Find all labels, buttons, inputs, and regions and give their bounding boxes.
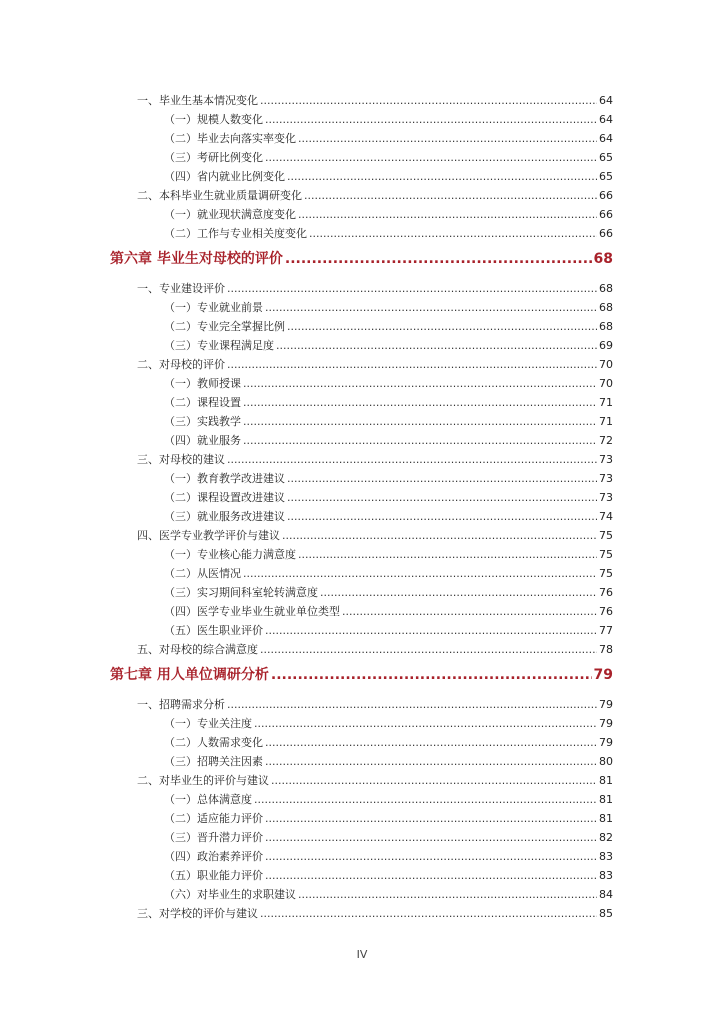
toc-entry-title: （一）专业就业前景	[164, 301, 263, 314]
toc-entry[interactable]	[164, 543, 613, 562]
toc-entry[interactable]	[164, 750, 613, 769]
toc-entry[interactable]	[164, 315, 613, 334]
toc-entry[interactable]	[164, 845, 613, 864]
toc-entry[interactable]	[164, 864, 613, 883]
toc-entry[interactable]	[164, 165, 613, 184]
toc-entry-title: （一）专业关注度	[164, 717, 252, 730]
toc-entry[interactable]	[137, 769, 613, 788]
toc-entry[interactable]	[137, 693, 613, 712]
toc-entry-title: 二、对母校的评价	[137, 358, 225, 371]
toc-entry-page: 83	[599, 869, 613, 882]
toc-entry-title: （五）职业能力评价	[164, 869, 263, 882]
toc-entry-title: （三）晋升潜力评价	[164, 831, 263, 844]
dot-leader	[243, 434, 597, 448]
toc-entry-title: （二）课程设置改进建议	[164, 491, 285, 504]
toc-entry-title: （三）招聘关注因素	[164, 755, 263, 768]
toc-entry-page: 68	[599, 301, 613, 314]
dot-leader	[298, 132, 597, 146]
toc-entry-page: 72	[599, 434, 613, 447]
toc-entry-title: （四）政治素养评价	[164, 850, 263, 863]
dot-leader	[227, 698, 597, 712]
toc-entry-title: 二、本科毕业生就业质量调研变化	[137, 189, 302, 202]
toc-entry[interactable]	[164, 505, 613, 524]
toc-entry[interactable]	[164, 372, 613, 391]
dot-leader	[271, 774, 597, 788]
toc-entry[interactable]	[137, 277, 613, 296]
dot-leader	[265, 624, 597, 638]
dot-leader	[227, 453, 597, 467]
toc-entry-page: 79	[599, 736, 613, 749]
toc-entry-title: 三、对母校的建议	[137, 453, 225, 466]
toc-entry-page: 78	[599, 643, 613, 656]
toc-entry[interactable]	[164, 826, 613, 845]
dot-leader	[287, 170, 597, 184]
dot-leader	[260, 643, 597, 657]
toc-entry-page: 64	[599, 132, 613, 145]
toc-entry[interactable]	[164, 429, 613, 448]
toc-entry-title: （六）对毕业生的求职建议	[164, 888, 296, 901]
toc-entry-title: （三）实践教学	[164, 415, 241, 428]
toc-entry-page: 70	[599, 377, 613, 390]
dot-leader	[298, 888, 597, 902]
toc-entry[interactable]	[137, 184, 613, 203]
toc-entry-title: （一）专业核心能力满意度	[164, 548, 296, 561]
dot-leader	[265, 113, 597, 127]
toc-entry-page: 68	[599, 320, 613, 333]
toc-entry-page: 70	[599, 358, 613, 371]
dot-leader	[260, 94, 597, 108]
toc-entry[interactable]	[164, 807, 613, 826]
toc-entry-page: 71	[599, 396, 613, 409]
toc-entry-title: （一）就业现状满意度变化	[164, 208, 296, 221]
toc-entry[interactable]	[164, 222, 613, 241]
toc-entry-title: （三）考研比例变化	[164, 151, 263, 164]
dot-leader	[304, 189, 597, 203]
dot-leader	[254, 717, 597, 731]
toc-chapter-heading[interactable]	[110, 241, 613, 277]
dot-leader	[243, 377, 597, 391]
toc-entry-page: 81	[599, 793, 613, 806]
toc-entry[interactable]	[137, 89, 613, 108]
toc-entry-title: （四）就业服务	[164, 434, 241, 447]
toc-entry[interactable]	[164, 619, 613, 638]
toc-entry-page: 75	[599, 529, 613, 542]
toc-chapter-heading[interactable]	[110, 657, 613, 693]
toc-entry[interactable]	[164, 788, 613, 807]
toc-entry[interactable]	[164, 486, 613, 505]
toc-entry-page: 81	[599, 774, 613, 787]
dot-leader	[265, 831, 597, 845]
toc-entry[interactable]	[164, 146, 613, 165]
toc-entry-title: 第七章 用人单位调研分析	[110, 667, 269, 683]
toc-entry-page: 68	[599, 282, 613, 295]
dot-leader	[287, 472, 597, 486]
toc-entry-page: 69	[599, 339, 613, 352]
dot-leader	[227, 282, 597, 296]
toc-entry[interactable]	[164, 600, 613, 619]
dot-leader	[243, 396, 597, 410]
toc-entry[interactable]	[164, 883, 613, 902]
toc-entry-page: 66	[599, 189, 613, 202]
toc-entry-title: （二）课程设置	[164, 396, 241, 409]
dot-leader	[276, 339, 597, 353]
dot-leader	[320, 586, 597, 600]
toc-entry[interactable]	[137, 638, 613, 657]
dot-leader	[285, 252, 592, 266]
dot-leader	[254, 793, 597, 807]
toc-entry-title: 一、招聘需求分析	[137, 698, 225, 711]
toc-entry-title: 一、专业建设评价	[137, 282, 225, 295]
toc-entry-page: 64	[599, 94, 613, 107]
toc-entry[interactable]	[164, 127, 613, 146]
toc-entry-page: 66	[599, 227, 613, 240]
toc-entry-page: 83	[599, 850, 613, 863]
dot-leader	[265, 755, 597, 769]
toc-entry-title: 五、对母校的综合满意度	[137, 643, 258, 656]
toc-entry-title: 第六章 毕业生对母校的评价	[110, 251, 283, 267]
dot-leader	[265, 301, 597, 315]
dot-leader	[271, 668, 592, 682]
dot-leader	[298, 548, 597, 562]
toc-entry-title: （二）适应能力评价	[164, 812, 263, 825]
toc-entry-title: （二）毕业去向落实率变化	[164, 132, 296, 145]
toc-entry-page: 71	[599, 415, 613, 428]
toc-entry-title: （三）就业服务改进建议	[164, 510, 285, 523]
toc-entry-page: 73	[599, 472, 613, 485]
toc-entry-title: （二）人数需求变化	[164, 736, 263, 749]
toc-entry[interactable]	[164, 731, 613, 750]
toc-entry-page: 76	[599, 586, 613, 599]
dot-leader	[342, 605, 597, 619]
toc-entry[interactable]	[137, 353, 613, 372]
toc-entry-title: 一、毕业生基本情况变化	[137, 94, 258, 107]
toc-entry-page: 73	[599, 453, 613, 466]
toc-entry-title: （四）医学专业毕业生就业单位类型	[164, 605, 340, 618]
dot-leader	[282, 529, 597, 543]
toc-entry-title: （一）教育教学改进建议	[164, 472, 285, 485]
page-number: IV	[356, 948, 368, 961]
toc-entry-page: 85	[599, 907, 613, 920]
toc-entry-page: 79	[593, 667, 613, 683]
toc-entry-title: （一）总体满意度	[164, 793, 252, 806]
toc-entry[interactable]	[164, 391, 613, 410]
toc-entry-page: 77	[599, 624, 613, 637]
dot-leader	[265, 151, 597, 165]
toc-entry-page: 66	[599, 208, 613, 221]
toc-entry-title: （三）实习期间科室轮转满意度	[164, 586, 318, 599]
toc-entry[interactable]	[164, 108, 613, 127]
dot-leader	[243, 415, 597, 429]
dot-leader	[260, 907, 597, 921]
toc-entry-title: 三、对学校的评价与建议	[137, 907, 258, 920]
toc-entry-title: 二、对毕业生的评价与建议	[137, 774, 269, 787]
dot-leader	[265, 736, 597, 750]
dot-leader	[287, 491, 597, 505]
toc-entry[interactable]	[164, 334, 613, 353]
toc-entry-page: 74	[599, 510, 613, 523]
toc-entry-page: 84	[599, 888, 613, 901]
toc-entry[interactable]	[164, 712, 613, 731]
toc-entry-page: 64	[599, 113, 613, 126]
toc-entry-page: 81	[599, 812, 613, 825]
toc-entry[interactable]	[164, 562, 613, 581]
toc-entry-title: （一）教师授课	[164, 377, 241, 390]
dot-leader	[309, 227, 597, 241]
toc-entry[interactable]	[164, 581, 613, 600]
toc-entry-page: 75	[599, 567, 613, 580]
dot-leader	[265, 850, 597, 864]
dot-leader	[243, 567, 597, 581]
toc-entry[interactable]	[164, 410, 613, 429]
toc-entry-title: （三）专业课程满足度	[164, 339, 274, 352]
table-of-contents	[0, 89, 724, 921]
toc-entry-page: 76	[599, 605, 613, 618]
dot-leader	[265, 869, 597, 883]
dot-leader	[298, 208, 597, 222]
toc-entry[interactable]	[137, 902, 613, 921]
toc-entry-title: 四、医学专业教学评价与建议	[137, 529, 280, 542]
toc-entry-page: 80	[599, 755, 613, 768]
dot-leader	[287, 320, 597, 334]
toc-entry-page: 73	[599, 491, 613, 504]
toc-entry-title: （四）省内就业比例变化	[164, 170, 285, 183]
toc-entry-title: （二）专业完全掌握比例	[164, 320, 285, 333]
toc-entry-page: 79	[599, 717, 613, 730]
toc-entry-title: （五）医生职业评价	[164, 624, 263, 637]
toc-entry-page: 65	[599, 151, 613, 164]
toc-entry[interactable]	[164, 296, 613, 315]
toc-entry-page: 75	[599, 548, 613, 561]
toc-entry-title: （二）工作与专业相关度变化	[164, 227, 307, 240]
toc-entry-page: 65	[599, 170, 613, 183]
toc-entry[interactable]	[164, 467, 613, 486]
toc-entry[interactable]	[137, 448, 613, 467]
toc-entry[interactable]	[137, 524, 613, 543]
dot-leader	[265, 812, 597, 826]
toc-entry-page: 82	[599, 831, 613, 844]
dot-leader	[227, 358, 597, 372]
dot-leader	[287, 510, 597, 524]
toc-entry-title: （一）规模人数变化	[164, 113, 263, 126]
toc-entry-title: （二）从医情况	[164, 567, 241, 580]
toc-entry-page: 68	[593, 251, 613, 267]
toc-entry[interactable]	[164, 203, 613, 222]
toc-entry-page: 79	[599, 698, 613, 711]
